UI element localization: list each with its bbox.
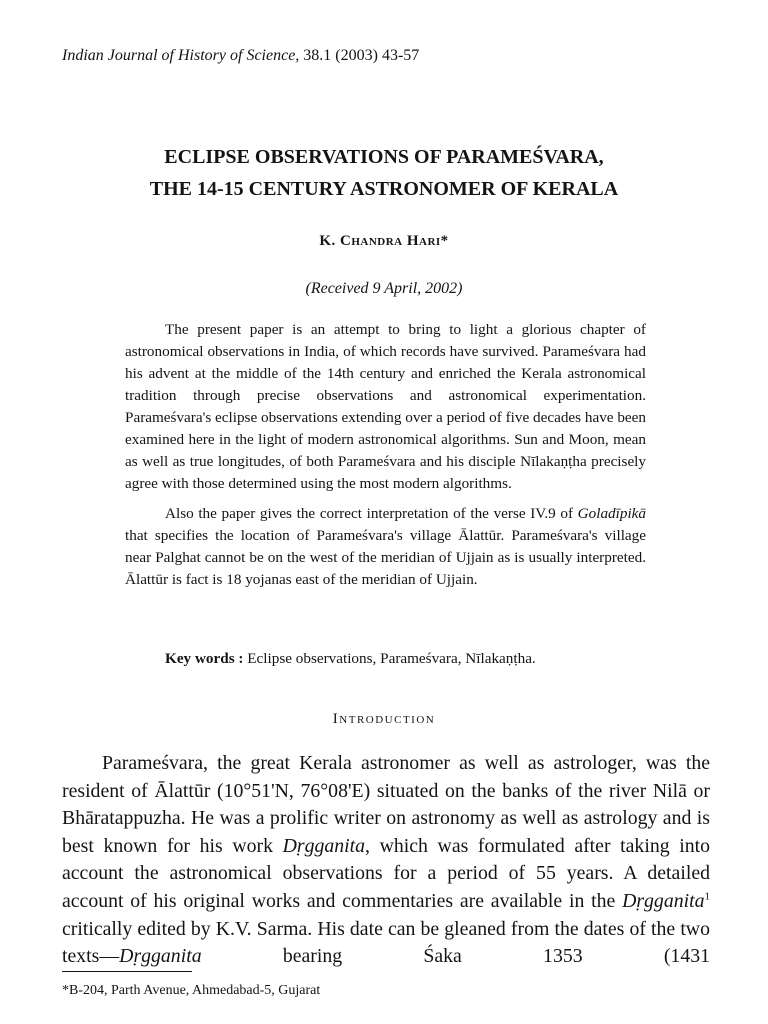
keywords [165, 650, 536, 668]
body-text-1: Parameśvara, the great Kerala astronomer as well as astrologer, was the resident of Ālattūr (10°51'N, 76°08'E) situated on the banks of the river Nilā or Bhāratappuzha. He was a prolific writer on astronomy as well as astrology and is best known for his work [62, 752, 710, 857]
keywords-label: Key words : [165, 650, 244, 667]
section-heading: Introduction [332, 711, 436, 727]
abstract-paragraph-1: The present paper is an attempt to bring to light a glorious chapter of astronomical observations in India, of which records have survived. Parameśvara had his advent at the middle of the 14th century and enriched the Kerala astronomical tradition through precise observations and astronomical experimentation. Parameśvara's eclipse observations extending over a period of five decades have been examined here in the light of modern astronomical algorithms. Sun and Moon, mean as well as true longitudes, of both Parameśvara and his disciple Nīlakaṇṭha precisely agree with those determined using the most modern algorithms. [125, 321, 647, 492]
abstract-paragraph-2 [125, 503, 646, 591]
body-paragraph [62, 750, 710, 971]
body-italic-2: Dṛgganita [622, 889, 705, 912]
title-line-2: THE 14-15 CENTURY ASTRONOMER OF KERALA [149, 178, 619, 200]
body-text-2: , which was formulated after taking into account the astronomical observations for a period of 55 years. A detailed account of his original works and commentaries are available in the [62, 834, 710, 912]
title-line-1: ECLIPSE OBSERVATIONS OF PARAMEŚVARA, [164, 146, 604, 168]
body-text-4: bearing Śaka 1353 (1431 [201, 945, 710, 968]
journal-citation [62, 47, 419, 65]
author-name [0, 233, 768, 250]
journal-name: Indian Journal of History of Science, [62, 47, 300, 64]
author-text: K. Chandra Hari* [319, 233, 449, 249]
footnote-mark: 1 [704, 890, 710, 903]
abstract-p2-italic: Goladīpikā [577, 505, 646, 522]
journal-volume: 38.1 (2003) 43-57 [299, 47, 420, 64]
article-title [0, 141, 768, 205]
received-date: (Received 9 April, 2002) [305, 280, 463, 297]
footnote: *B-204, Parth Avenue, Ahmedabad-5, Gujarat [62, 983, 321, 998]
abstract-p2-text-a: Also the paper gives the correct interpretation of the verse IV.9 of [165, 505, 578, 522]
footnote-divider [62, 971, 192, 972]
body-text-3: critically edited by K.V. Sarma. His date can be gleaned from the dates of the two texts— [62, 917, 710, 968]
body-text [62, 750, 710, 971]
abstract [125, 319, 646, 591]
body-italic-3: Dṛgganita [119, 945, 202, 968]
keywords-value: Eclipse observations, Parameśvara, Nīlakaṇṭha. [243, 650, 536, 667]
abstract-p2-text-b: that specifies the location of Parameśvara's village Ālattūr. Parameśvara's village near Palghat cannot be on the west of the meridian of Ujjain as is usually interpreted. Ālattūr is fact is 18 yojanas east of the meridian of Ujjain. [125, 527, 646, 588]
body-italic-1: Dṛgganita [282, 834, 366, 857]
